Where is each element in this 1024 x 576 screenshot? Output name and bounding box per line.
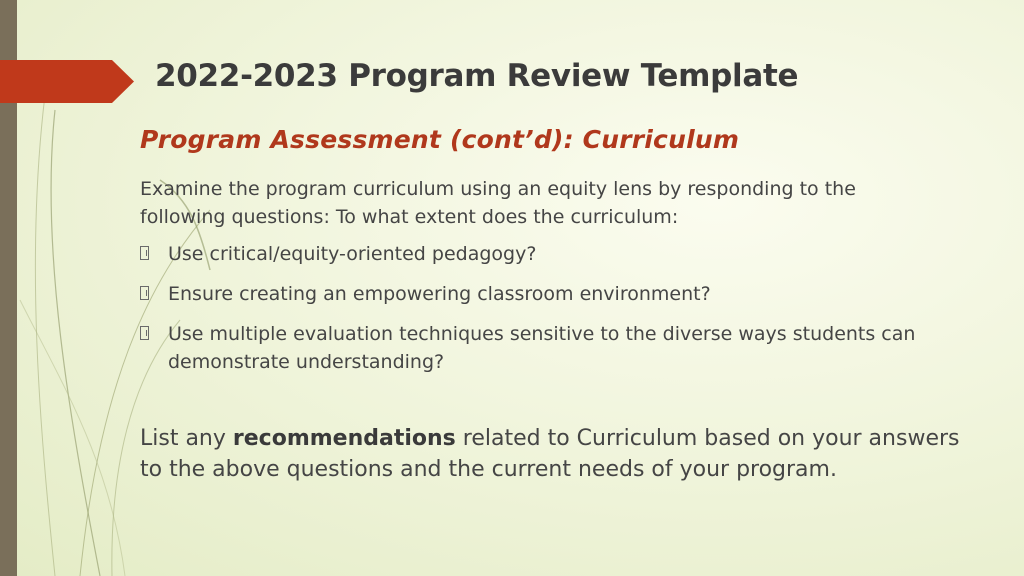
recommendation-emphasis: recommendations — [232, 426, 456, 451]
recommendation-tail: related to Curriculum based on your answers to the above questions and the current needs of your program. — [140, 426, 960, 482]
decor-curve-5 — [20, 300, 125, 576]
list-item — [140, 280, 940, 308]
bullet-box-icon — [140, 246, 149, 260]
list-item-text: Use multiple evaluation techniques sensitive to the diverse ways students can demonstrate understanding? — [168, 323, 916, 373]
list-item — [140, 240, 940, 268]
recommendation-paragraph — [140, 423, 960, 485]
recommendation-lead: List any — [140, 426, 233, 451]
list-item — [140, 320, 940, 376]
list-item-text: Ensure creating an empowering classroom environment? — [168, 283, 711, 305]
decor-curve-2 — [35, 95, 55, 576]
section-subtitle: Program Assessment (cont’d): Curriculum — [140, 125, 740, 154]
question-list — [140, 240, 940, 388]
bullet-box-icon — [140, 286, 149, 300]
bullet-box-icon — [140, 326, 149, 340]
page-title: 2022-2023 Program Review Template — [155, 58, 799, 94]
list-item-text: Use critical/equity-oriented pedagogy? — [168, 243, 537, 265]
decor-curve-1 — [51, 110, 100, 576]
intro-paragraph: Examine the program curriculum using an equity lens by responding to the following questions: To what extent does the curriculum: — [140, 178, 856, 228]
title-arrow-marker — [0, 60, 134, 103]
